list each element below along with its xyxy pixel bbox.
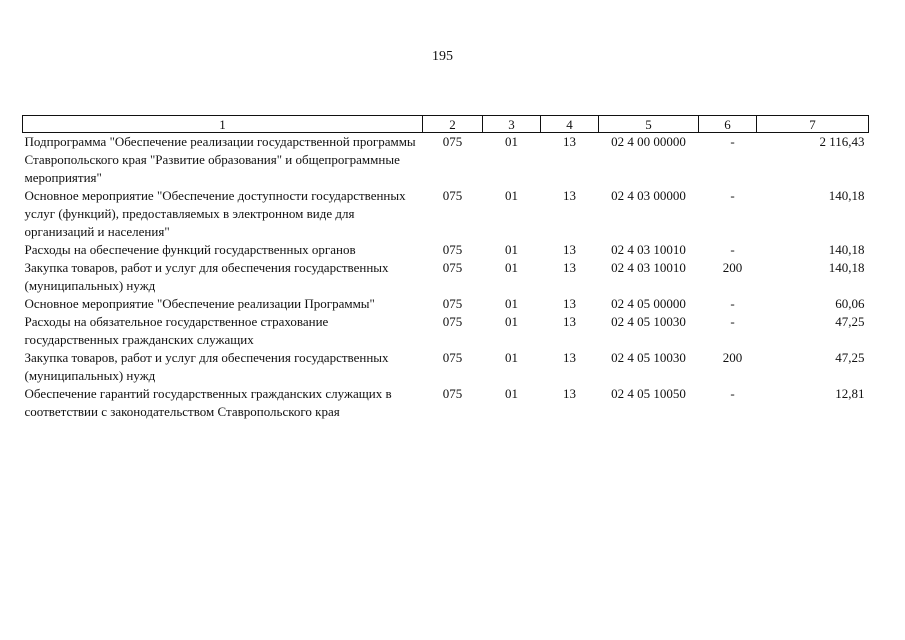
row-sum: 47,25 — [835, 350, 865, 365]
row-type: - — [730, 242, 735, 257]
row-type: - — [730, 314, 735, 329]
row-target: 02 4 03 10010 — [611, 260, 686, 275]
row-target: 02 4 03 00000 — [611, 188, 686, 203]
row-type: 200 — [722, 260, 743, 275]
row-subsection: 13 — [563, 260, 576, 275]
row-ministry: 075 — [442, 188, 463, 203]
row-name: Закупка товаров, работ и услуг для обеспечения государственных (муниципальных) нужд — [24, 350, 389, 383]
row-sum: 140,18 — [828, 188, 865, 203]
header-col-5: 5 — [599, 116, 699, 133]
row-sum: 47,25 — [835, 314, 865, 329]
row-section: 01 — [505, 296, 518, 311]
page-number: 195 — [432, 49, 453, 64]
row-ministry: 075 — [442, 260, 463, 275]
row-section: 01 — [505, 386, 518, 401]
header-col-6: 6 — [699, 116, 757, 133]
row-type: - — [730, 386, 735, 401]
header-col-2: 2 — [423, 116, 483, 133]
table-row — [23, 385, 869, 421]
header-col-4: 4 — [541, 116, 599, 133]
row-target: 02 4 05 10030 — [611, 314, 686, 329]
table-row — [23, 241, 869, 259]
row-type: 200 — [722, 350, 743, 365]
row-name: Подпрограмма "Обеспечение реализации государственной программы Ставропольского края "Развитие образования" и общепрограммные мероприятия" — [24, 134, 416, 185]
row-target: 02 4 00 00000 — [611, 134, 686, 149]
row-sum: 12,81 — [835, 386, 865, 401]
budget-table — [22, 115, 869, 421]
row-name: Закупка товаров, работ и услуг для обеспечения государственных (муниципальных) нужд — [24, 260, 389, 293]
row-name: Основное мероприятие "Обеспечение реализации Программы" — [24, 296, 375, 311]
table-row — [23, 259, 869, 295]
table-header-row — [23, 116, 869, 133]
row-ministry: 075 — [442, 314, 463, 329]
row-section: 01 — [505, 350, 518, 365]
row-section: 01 — [505, 242, 518, 257]
row-section: 01 — [505, 134, 518, 149]
table-row — [23, 295, 869, 313]
row-section: 01 — [505, 314, 518, 329]
row-ministry: 075 — [442, 242, 463, 257]
table-row — [23, 313, 869, 349]
row-sum: 140,18 — [828, 260, 865, 275]
row-section: 01 — [505, 260, 518, 275]
row-target: 02 4 05 10050 — [611, 386, 686, 401]
row-type: - — [730, 134, 735, 149]
row-name: Расходы на обеспечение функций государственных органов — [24, 242, 356, 257]
row-subsection: 13 — [563, 350, 576, 365]
row-subsection: 13 — [563, 188, 576, 203]
row-type: - — [730, 296, 735, 311]
table-row — [23, 349, 869, 385]
row-sum: 140,18 — [828, 242, 865, 257]
row-target: 02 4 03 10010 — [611, 242, 686, 257]
header-col-7: 7 — [757, 116, 869, 133]
row-type: - — [730, 188, 735, 203]
row-subsection: 13 — [563, 314, 576, 329]
row-ministry: 075 — [442, 134, 463, 149]
row-target: 02 4 05 10030 — [611, 350, 686, 365]
table-row — [23, 133, 869, 188]
row-subsection: 13 — [563, 386, 576, 401]
row-ministry: 075 — [442, 350, 463, 365]
row-ministry: 075 — [442, 386, 463, 401]
header-col-1: 1 — [23, 116, 423, 133]
row-sum: 60,06 — [835, 296, 865, 311]
table-row — [23, 187, 869, 241]
row-name: Основное мероприятие "Обеспечение доступности государственных услуг (функций), предоставляемых в электронном виде для организаций и населения" — [24, 188, 406, 239]
row-ministry: 075 — [442, 296, 463, 311]
row-name: Расходы на обязательное государственное страхование государственных гражданских служащих — [24, 314, 329, 347]
row-subsection: 13 — [563, 296, 576, 311]
row-section: 01 — [505, 188, 518, 203]
row-subsection: 13 — [563, 134, 576, 149]
header-col-3: 3 — [483, 116, 541, 133]
row-subsection: 13 — [563, 242, 576, 257]
row-target: 02 4 05 00000 — [611, 296, 686, 311]
row-sum: 2 116,43 — [819, 134, 865, 149]
row-name: Обеспечение гарантий государственных гражданских служащих в соответствии с законодательством Ставропольского края — [24, 386, 392, 419]
